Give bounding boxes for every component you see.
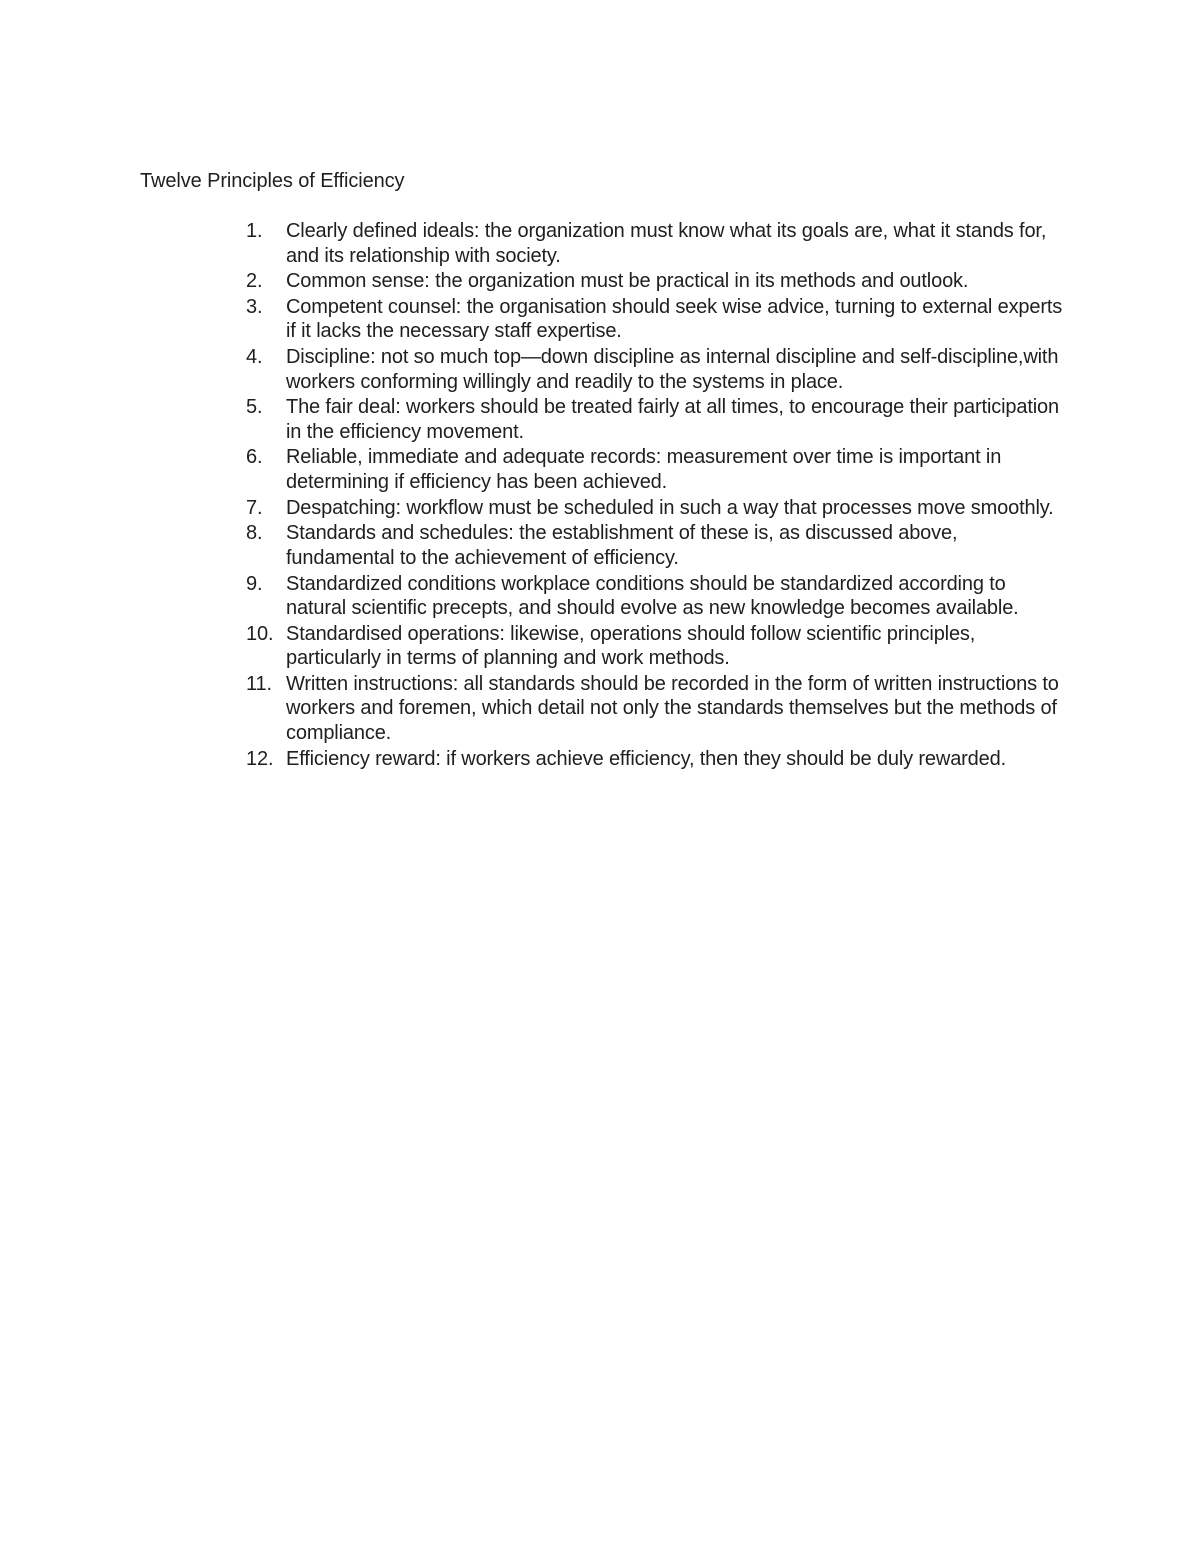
list-item-number: 10. bbox=[246, 622, 274, 645]
list-item-text: Despatching: workflow must be scheduled in such a way that processes move smoothly. bbox=[286, 496, 1054, 519]
list-item-text: Standards and schedules: the establishment of these is, as discussed above, fundamental to the achievement of efficiency. bbox=[286, 522, 958, 569]
list-item-number: 11. bbox=[246, 672, 272, 695]
list-item-text: Efficiency reward: if workers achieve efficiency, then they should be duly rewarded. bbox=[286, 747, 1006, 770]
list-item-number: 12. bbox=[246, 747, 274, 770]
list-item bbox=[246, 395, 1064, 444]
list-item bbox=[246, 219, 1064, 268]
list-item bbox=[246, 747, 1064, 772]
list-item bbox=[246, 521, 1064, 570]
list-item-number: 2. bbox=[246, 270, 263, 293]
list-item-number: 8. bbox=[246, 522, 263, 545]
list-item-number: 5. bbox=[246, 396, 263, 419]
list-item bbox=[246, 445, 1064, 494]
list-item-text: Clearly defined ideals: the organization must know what its goals are, what it stands for, and its relationship with society. bbox=[286, 220, 1047, 267]
document-title: Twelve Principles of Efficiency bbox=[140, 170, 405, 192]
list-item bbox=[246, 295, 1064, 344]
list-item-text: Written instructions: all standards should be recorded in the form of written instructions to workers and foremen, which detail not only the standards themselves but the methods of compliance. bbox=[286, 672, 1059, 744]
principles-list bbox=[246, 219, 1064, 772]
list-item-number: 1. bbox=[246, 220, 263, 242]
list-item-number: 3. bbox=[246, 295, 263, 318]
list-item bbox=[246, 345, 1064, 394]
list-item-text: Standardized conditions workplace conditions should be standardized according to natural scientific precepts, and should evolve as new knowledge becomes available. bbox=[286, 572, 1019, 619]
list-item-number: 6. bbox=[246, 446, 263, 469]
list-item-number: 7. bbox=[246, 496, 263, 519]
list-item bbox=[246, 622, 1064, 671]
list-item bbox=[246, 572, 1064, 621]
list-item-text: Discipline: not so much top—down discipline as internal discipline and self-discipline,with workers conforming willingly and readily to the systems in place. bbox=[286, 346, 1059, 393]
list-item-text: Standardised operations: likewise, operations should follow scientific principles, particularly in terms of planning and work methods. bbox=[286, 622, 976, 670]
list-item bbox=[246, 672, 1064, 746]
list-item bbox=[246, 269, 1064, 294]
list-item bbox=[246, 496, 1064, 521]
list-item-text: Common sense: the organization must be practical in its methods and outlook. bbox=[286, 270, 969, 293]
list-item-text: The fair deal: workers should be treated fairly at all times, to encourage their participation in the efficiency movement. bbox=[286, 396, 1059, 443]
list-item-number: 4. bbox=[246, 346, 263, 369]
list-item-text: Reliable, immediate and adequate records: measurement over time is important in determining if efficiency has been achieved. bbox=[286, 446, 1002, 493]
list-item-text: Competent counsel: the organisation should seek wise advice, turning to external experts if it lacks the necessary staff expertise. bbox=[286, 295, 1063, 343]
list-item-number: 9. bbox=[246, 572, 263, 595]
